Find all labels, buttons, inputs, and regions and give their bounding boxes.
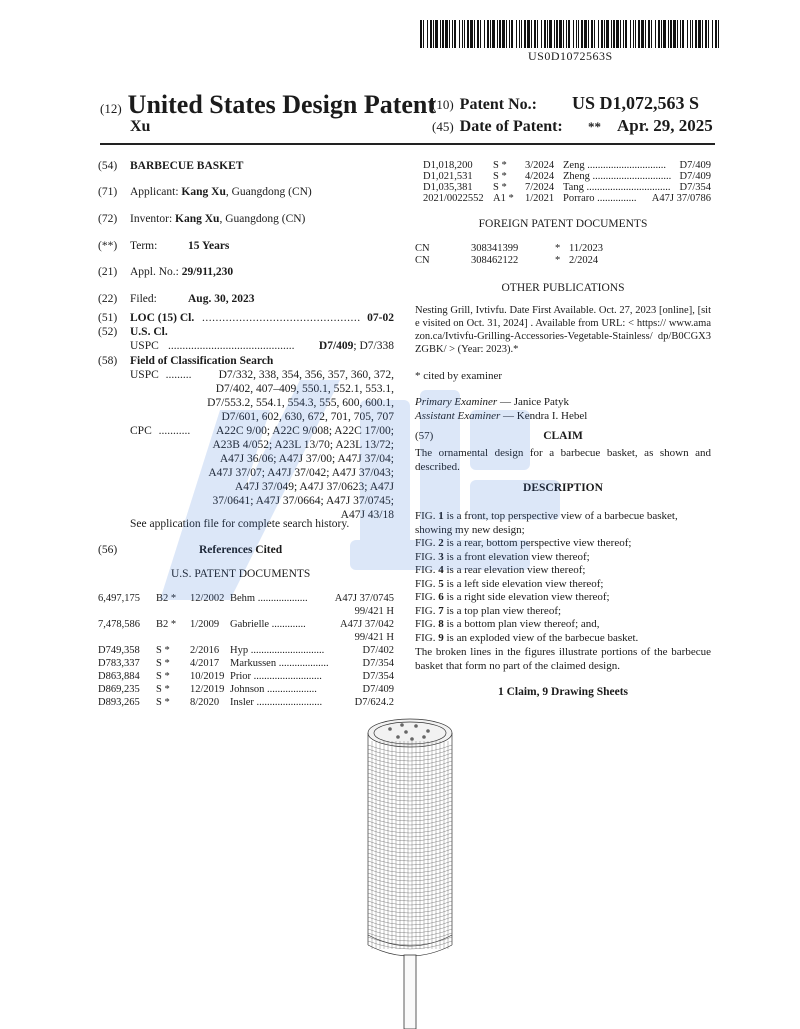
ref-name: Zheng .............................. (563, 171, 672, 182)
barcode-bar (695, 20, 697, 48)
barcode-bar (576, 20, 577, 48)
ref-kind: S * (493, 171, 507, 182)
barcode-bar (692, 20, 693, 48)
fig-prefix: FIG. (415, 564, 439, 576)
patent-number-label: (10) Patent No.: (432, 96, 537, 113)
barcode-bar (449, 20, 450, 48)
ref-number: 7,478,586 (98, 619, 140, 630)
fig-text: is a bottom plan view thereof; and, (443, 618, 600, 630)
search-cpc-label: CPC ........... (130, 425, 191, 437)
ref-name: Zeng .............................. (563, 160, 666, 171)
fig-text: is a front, top perspective view of a barbecue basket, (443, 510, 678, 522)
ref-name: Hyp ............................ (230, 645, 325, 656)
ref-class: D7/409 (679, 171, 711, 182)
barcode-bar (682, 20, 684, 48)
barcode-bar (718, 20, 719, 48)
ref-kind: S * (493, 182, 507, 193)
figure-description-line (415, 605, 561, 617)
ref-number: D893,265 (98, 697, 140, 708)
barcode-bar (445, 20, 448, 48)
barcode-bar (668, 20, 669, 48)
ref-number: 6,497,175 (98, 593, 140, 604)
title-text: United States Design Patent (127, 90, 437, 119)
fig-prefix: FIG. (415, 510, 439, 522)
ref-date: 4/2017 (190, 658, 220, 669)
barcode-bar (715, 20, 717, 48)
fig-number: 1 (438, 510, 444, 522)
search-uspc-line-4: D7/601, 602, 630, 672, 701, 705, 707 (221, 411, 394, 423)
search-cpc-line-6: 37/0641; A47J 37/0664; A47J 37/0745; (212, 495, 394, 507)
title-code: (12) (100, 101, 122, 116)
barcode-bar (490, 20, 491, 48)
barcode-bar (537, 20, 538, 48)
ref-class-secondary: 99/421 H (354, 606, 394, 617)
date-marker: ** (588, 119, 601, 134)
figure-description-line (415, 578, 603, 590)
barcode-bar (452, 20, 453, 48)
fig-prefix: FIG. (415, 591, 439, 603)
barcode-bar (519, 20, 520, 48)
barcode-bar (547, 20, 548, 48)
ref-kind: A1 * (493, 193, 514, 204)
figure-description-line (415, 510, 678, 522)
barcode-bar (511, 20, 513, 48)
barcode-bar (584, 20, 587, 48)
ref-date: 10/2019 (190, 671, 225, 682)
ref-name: Johnson ................... (230, 684, 317, 695)
barcode-bar (611, 20, 612, 48)
ref-kind: S * (156, 671, 170, 682)
ref-number: D749,358 (98, 645, 140, 656)
barcode-bar (430, 20, 432, 48)
barcode-bar (440, 20, 441, 48)
search-cpc-line-2: A23B 4/052; A23L 13/70; A23L 13/72; (212, 439, 394, 451)
barcode-bar (673, 20, 676, 48)
figure-description-line (415, 618, 600, 630)
barcode-bar (423, 20, 424, 48)
barcode-bar (604, 20, 605, 48)
search-cpc-line-4: A47J 37/07; A47J 37/042; A47J 37/043; (208, 467, 394, 479)
ref-class: D7/354 (362, 671, 394, 682)
figure-description-line (415, 564, 585, 576)
figure-description-line (415, 551, 590, 563)
ref-number: D1,018,200 (423, 160, 473, 171)
ref-name: Tang ................................ (563, 182, 671, 193)
barcode-bar (467, 20, 469, 48)
barcode-bar (454, 20, 456, 48)
barcode-bar (616, 20, 619, 48)
patent-number-value: US D1,072,563 S (572, 93, 700, 113)
claim-code: (57) (415, 430, 434, 442)
ref-kind: S * (493, 160, 507, 171)
fig-number: 5 (438, 577, 444, 590)
fig-text: showing my new design; (415, 523, 525, 536)
ref-number: D869,235 (98, 684, 140, 695)
ref-number: D783,337 (98, 658, 140, 669)
ref-class: D7/624.2 (354, 697, 394, 708)
ref-class-secondary: 99/421 H (354, 632, 394, 643)
search-uspc-line-3: D7/553.2, 554.1, 554.3, 555, 600, 600.1, (207, 397, 394, 409)
ref-name: Gabrielle ............. (230, 619, 306, 630)
ref-class: D7/354 (679, 182, 711, 193)
barcode-bar (534, 20, 536, 48)
search-cpc-line-7: A47J 43/18 (340, 509, 394, 521)
figure-description-line (415, 632, 638, 644)
fig-text: is a right side elevation view thereof; (443, 591, 610, 603)
barcode-bar (541, 20, 542, 48)
barcode-bar (433, 20, 434, 48)
ref-kind: S * (156, 697, 170, 708)
barcode-bar (625, 20, 627, 48)
ref-name: Porraro ............... (563, 193, 637, 204)
barcode-bar (568, 20, 570, 48)
barcode-number: US0D1072563S (528, 49, 613, 63)
fig-text: is a rear elevation view thereof; (443, 564, 586, 576)
other-publication-text: Nesting Grill, Ivtivfu. Date First Available. Oct. 27, 2023 [online], [site visited on Oct. 31, 2024] . Available from URL: < https:// www.amazon.ca/Ivtivfu-Grilling-Accessories-Vegetable-Stainless/ dp/B0CGX3ZGBK/ > (Year: 2023).* (415, 305, 711, 355)
barcode-bar (705, 20, 707, 48)
barcode-bar (581, 20, 583, 48)
fig-prefix: FIG. (415, 631, 439, 644)
barcode-bar (708, 20, 709, 48)
barcode-bar (487, 20, 489, 48)
us-patent-documents-heading: U.S. PATENT DOCUMENTS (171, 568, 311, 580)
barcode-bar (633, 20, 634, 48)
barcode-bar (588, 20, 589, 48)
assistant-examiner: Assistant Examiner — Kendra I. Hebel (415, 410, 588, 422)
ref-class: D7/409 (362, 684, 394, 695)
ref-number: D1,035,381 (423, 182, 473, 193)
date-value: Apr. 29, 2025 (617, 116, 713, 135)
ref-date: 2/2016 (190, 645, 220, 656)
ref-date: 8/2020 (190, 697, 220, 708)
barcode-bar (527, 20, 530, 48)
fig-number: 6 (438, 591, 444, 603)
barcode-bar (698, 20, 701, 48)
ref-kind: S * (156, 658, 170, 669)
barcode-bar (559, 20, 562, 48)
barcode-bar (459, 20, 460, 48)
barcode-bar (474, 20, 475, 48)
ref-date: 12/2002 (190, 593, 225, 604)
barcode-bar (663, 20, 666, 48)
claims-summary: 1 Claim, 9 Drawing Sheets (497, 686, 628, 698)
ref-number: D1,021,531 (423, 171, 473, 182)
figure-description-line (415, 537, 631, 549)
header-rule (100, 143, 715, 145)
barcode (420, 20, 720, 48)
barcode-bar (524, 20, 526, 48)
barcode-bar (645, 20, 646, 48)
claim-text: The ornamental design for a barbecue basket, as shown and described. (415, 447, 711, 473)
figure-description-line (415, 591, 610, 603)
us-reference-list-continued (415, 160, 711, 215)
ref-name: Behm ................... (230, 593, 308, 604)
barcode-bar (442, 20, 444, 48)
us-reference-list (98, 593, 394, 708)
search-cpc-line-3: A47J 36/06; A47J 37/00; A47J 37/04; (219, 453, 394, 465)
barcode-bar (435, 20, 438, 48)
barcode-bar (655, 20, 656, 48)
barbecue-basket-drawing (340, 705, 480, 1029)
barcode-bar (648, 20, 650, 48)
barcode-bar (509, 20, 510, 48)
ref-date: 4/2024 (525, 171, 555, 182)
barcode-bar (549, 20, 552, 48)
fig-text: is a top plan view thereof; (443, 604, 562, 617)
barcode-bar (638, 20, 640, 48)
barcode-bar (641, 20, 644, 48)
ref-class: A47J 37/0786 (651, 193, 711, 204)
fig-text: is a front elevation view thereof; (443, 550, 590, 563)
search-uspc-line-2: D7/402, 407–409, 550.1, 552.1, 553.1, (215, 383, 394, 395)
barcode-bar (477, 20, 479, 48)
fig-prefix: FIG. (415, 604, 439, 617)
ref-kind: B2 * (156, 619, 177, 630)
barcode-bar (480, 20, 481, 48)
barcode-bar (613, 20, 615, 48)
ref-date: 12/2019 (190, 684, 225, 695)
barcode-bar (506, 20, 507, 48)
ref-date: 7/2024 (525, 182, 555, 193)
barcode-bar (499, 20, 501, 48)
barcode-bar (521, 20, 522, 48)
search-cpc-line-1: A22C 9/00; A22C 9/008; A22C 17/00; (216, 425, 394, 437)
other-publications-heading: OTHER PUBLICATIONS (501, 282, 625, 294)
barcode-bar (635, 20, 636, 48)
ref-number: D863,884 (98, 671, 140, 682)
cited-by-examiner-note: * cited by examiner (415, 370, 503, 382)
ref-date: 1/2021 (525, 193, 555, 204)
fig-text: is an exploded view of the barbecue basket. (443, 631, 639, 644)
ref-kind: S * (156, 645, 170, 656)
fig-prefix: FIG. (415, 577, 439, 590)
barcode-bar (658, 20, 660, 48)
ref-class: D7/354 (362, 658, 394, 669)
barcode-bar (712, 20, 713, 48)
description-heading: DESCRIPTION (523, 482, 603, 494)
barcode-bar (573, 20, 574, 48)
claim-heading: CLAIM (543, 430, 583, 442)
ref-name: Markussen ................... (230, 658, 329, 669)
barcode-bar (601, 20, 603, 48)
ref-kind: S * (156, 684, 170, 695)
barcode-bar (620, 20, 621, 48)
search-uspc-label: USPC ......... (130, 369, 192, 381)
ref-class: A47J 37/042 (340, 619, 394, 630)
broken-lines-note: The broken lines in the figures illustrate portions of the barbecue basket that form no part of the claimed design. (415, 646, 711, 672)
fig-prefix: FIG. (415, 618, 439, 630)
date-label: (45) Date of Patent: (432, 118, 563, 135)
barcode-bar (563, 20, 564, 48)
barcode-bar (516, 20, 517, 48)
barcode-bar (670, 20, 672, 48)
barcode-bar (651, 20, 652, 48)
fig-text: is a rear, bottom perspective view thereof; (443, 537, 632, 549)
barcode-bar (497, 20, 498, 48)
barcode-bar (630, 20, 631, 48)
barcode-bar (566, 20, 567, 48)
foreign-patent-documents-heading: FOREIGN PATENT DOCUMENTS (478, 218, 648, 230)
ref-class: D7/409 (679, 160, 711, 171)
patent-title (100, 90, 436, 120)
fig-prefix: FIG. (415, 537, 439, 549)
barcode-bar (591, 20, 593, 48)
barcode-bar (502, 20, 505, 48)
barcode-bar (702, 20, 703, 48)
barcode-bar (690, 20, 691, 48)
barcode-bar (623, 20, 624, 48)
fig-number: 7 (438, 604, 444, 617)
barcode-bar (606, 20, 609, 48)
barcode-bar (578, 20, 579, 48)
ref-number: 2021/0022552 (423, 193, 484, 204)
barcode-bar (427, 20, 428, 48)
barcode-bar (420, 20, 422, 48)
fig-number: 8 (438, 618, 444, 630)
fig-prefix: FIG. (415, 550, 439, 563)
barcode-bar (554, 20, 555, 48)
barcode-bar (470, 20, 473, 48)
barcode-bar (464, 20, 465, 48)
ref-name: Prior .......................... (230, 671, 322, 682)
barcode-bar (594, 20, 595, 48)
barcode-bar (598, 20, 599, 48)
left-column: (54) BARBECUE BASKET (71) Applicant: Kang Xu, Guangdong (CN) (72) Inventor: Kang Xu, Guangdong (CN) (**) Term: 15 Years (21) Appl. No.: 29/911,230 (22) Filed: Aug. 30, 2023 (51) LOC (15) Cl. ............................................... 07-02 (52) U.S. Cl. USPC ............................................ D7/409; D7/338 (58) Field of Classification Search USPC ......... D7/332, 338, 354, 356, 357, 360, 372, D7/402, 407–409, 550.1, 552.1, 553.1, D7/553.2, 554.1, 554.3, 555, 600, 600.1, D7/601, 602, 630, 672, 701, 705, 707 CPC ........... A22C 9/00; A22C 9/008; A22C 17/00; A23B 4/052; A23L 13/70; A23L 13/72; A47J 36/06; A47J 37/00; A47J 37/04; A47J 37/07; A47J 37/042; A47J 37/043; A47J 37/049; A47J 37/0623; A47J 37/0641; A47J 37/0664; A47J 37/0745; A47J 43/18 See application file for complete search history. (56) References Cited U.S. PATENT DOCUMENTS 6,497,175 B2 * 12/2002 Behm ................... A47J 37/0745 99/421 H 7,478,586 B2 * 1/2009 Gabrielle ............. A47J 37/042 99/421 H D749,358 S * 2/2016 Hyp ............................ D7/402 D783,337 S * 4/2017 Markussen ................... D7/354 D863,884 S * 10/2019 Prior .......................... D7/354 D869,235 S * 12/2019 Johnson ................... D7/409 D893,265 S * 8/2020 Insler ......................... D7/624.2 (98, 160, 394, 708)
search-uspc-line-1: D7/332, 338, 354, 356, 357, 360, 372, (218, 369, 394, 381)
search-cpc-line-5: A47J 37/049; A47J 37/0623; A47J (234, 481, 394, 493)
fig-number: 2 (438, 537, 444, 549)
barcode-bar (531, 20, 532, 48)
fig-text: is a left side elevation view thereof; (443, 577, 604, 590)
barcode-bar (677, 20, 678, 48)
ref-class: A47J 37/0745 (334, 593, 394, 604)
ref-kind: B2 * (156, 593, 177, 604)
ref-name: Insler ......................... (230, 697, 323, 708)
barcode-bar (492, 20, 495, 48)
fig-number: 3 (438, 550, 444, 563)
barcode-bar (484, 20, 485, 48)
right-column: D1,018,200 S * 3/2024 Zeng .............................. D7/409 D1,021,531 S * 4/2024 Zheng .............................. D7/409 D1,035,381 S * 7/2024 Tang ................................ D7/354 2021/0022552 A1 * 1/2021 Porraro ............... A47J 37/0786 FOREIGN PATENT DOCUMENTS CN 308341399 * 11/2023 CN 308462122 * 2/2024 OTHER PUBLICATIONS Nesting Grill, Ivtivfu. Date First Available. Oct. 27, 2023 [online], [site visited on Oct. 31, 2024] . Available from URL: < https:// www.amazon.ca/Ivtivfu-Grilling-Accessories-Vegetable-Stainless/ dp/B0CGX3ZGBK/ > (Year: 2023).* * cited by examiner Primary Examiner — Janice Patyk Assistant Examiner — Kendra I. Hebel (57) CLAIM The ornamental design for a barbecue basket, as shown and described. DESCRIPTION FIG. 1 is a front, top perspective view of a barbecue basket, showing my new design; FIG. 2 is a rear, bottom perspective view thereof; FIG. 3 is a front elevation view thereof; FIG. 4 is a rear elevation view thereof; FIG. 5 is a left side elevation view thereof; FIG. 6 is a right side elevation view thereof; FIG. 7 is a top plan view thereof; FIG. 8 is a bottom plan view thereof; and, FIG. 9 is an exploded view of the barbecue basket. The broken lines in the figures illustrate portions of the barbecue basket that form no part of the claimed design. 1 Claim, 9 Drawing Sheets (415, 160, 711, 698)
search-history-note: See application file for complete search history. (130, 518, 350, 530)
inventor-surname: Xu (130, 118, 151, 135)
barcode-bar (661, 20, 662, 48)
primary-examiner: Primary Examiner — Janice Patyk (415, 396, 569, 408)
figure-descriptions (415, 510, 711, 650)
barcode-bar (462, 20, 463, 48)
fig-number: 4 (438, 564, 444, 576)
barcode-bar (556, 20, 558, 48)
figure-description-line (415, 524, 525, 536)
barcode-bar (687, 20, 688, 48)
ref-date: 1/2009 (190, 619, 220, 630)
ref-class: D7/402 (362, 645, 394, 656)
barcode-bar (544, 20, 546, 48)
barcode-bar (680, 20, 681, 48)
ref-date: 3/2024 (525, 160, 555, 171)
fig-number: 9 (438, 631, 444, 644)
